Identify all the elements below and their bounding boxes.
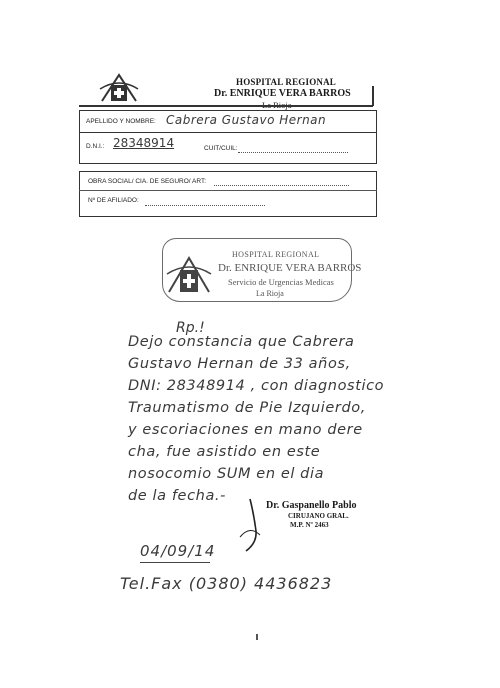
afiliado-label: Nº DE AFILIADO: — [88, 197, 139, 204]
note-line-6: cha, fue asistido en este — [128, 444, 321, 460]
apellido-value[interactable]: Cabrera Gustavo Hernan — [166, 113, 327, 127]
tel-fax: Tel.Fax (0380) 4436823 — [120, 574, 333, 593]
note-line-8: de la fecha.- — [128, 488, 226, 504]
doctor-mp: M.P. Nº 2463 — [290, 521, 329, 529]
stamp-title: HOSPITAL REGIONAL — [232, 250, 320, 259]
header-divider — [79, 105, 373, 107]
stamp-name: Dr. ENRIQUE VERA BARROS — [218, 262, 362, 274]
note-line-7: nosocomio SUM en el dia — [128, 466, 325, 482]
cuit-label: CUIT/CUIL: — [204, 145, 238, 152]
stamp-service: Servicio de Urgencias Medicas — [228, 277, 334, 287]
hospital-title: HOSPITAL REGIONAL — [236, 77, 337, 87]
page-mark — [256, 634, 258, 640]
dni-label: D.N.I.: — [86, 143, 105, 150]
stamp-city: La Rioja — [256, 289, 284, 298]
date-underline — [140, 562, 210, 563]
note-line-2: Gustavo Hernan de 33 años, — [128, 356, 351, 372]
afiliado-field[interactable] — [145, 205, 265, 206]
note-line-4: Traumatismo de Pie Izquierdo, — [128, 400, 366, 416]
hospital-logo-icon — [98, 71, 140, 105]
hospital-name: Dr. ENRIQUE VERA BARROS — [214, 88, 351, 99]
note-date: 04/09/14 — [140, 542, 216, 560]
apellido-label: APELLIDO Y NOMBRE: — [86, 118, 156, 125]
stamp-logo-icon — [165, 252, 213, 296]
doctor-role: CIRUJANO GRAL. — [288, 512, 349, 520]
note-line-5: y escoriaciones en mano dere — [128, 422, 363, 438]
cuit-field[interactable] — [238, 152, 348, 153]
patient-box-divider — [79, 132, 377, 133]
obra-field[interactable] — [214, 185, 349, 186]
note-line-3: DNI: 28348914 , con diagnostico — [128, 378, 385, 394]
dni-value[interactable]: 28348914 — [113, 136, 175, 150]
insurance-box-divider — [79, 190, 377, 191]
header-tick — [372, 86, 374, 106]
obra-label: OBRA SOCIAL/ CIA. DE SEGURO/ ART: — [88, 178, 206, 185]
rp-mark: Rp.! — [176, 320, 205, 336]
note-line-1: Dejo constancia que Cabrera — [128, 334, 355, 350]
doctor-name: Dr. Gaspanello Pablo — [266, 500, 357, 511]
